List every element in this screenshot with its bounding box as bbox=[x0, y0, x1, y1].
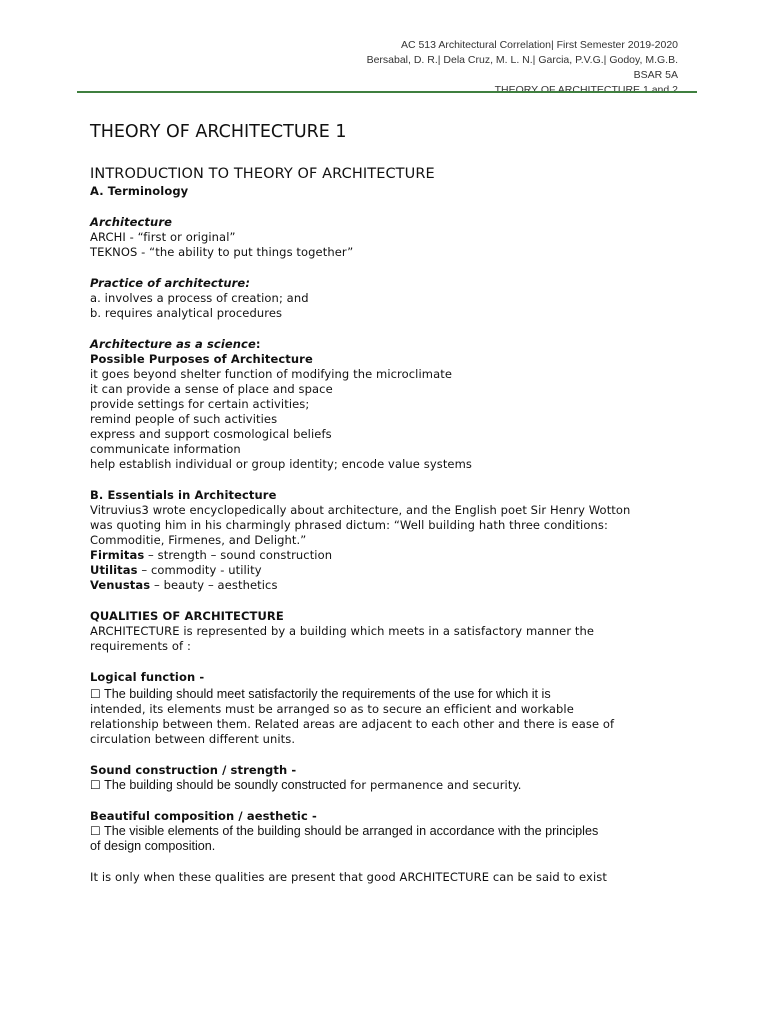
essential-term-utilitas bbox=[90, 563, 690, 578]
header-authors-line: Bersabal, D. R.| Dela Cruz, M. L. N.| Garcia, P.V.G.| Godoy, M.G.B. bbox=[366, 54, 678, 66]
practice-item: b. requires analytical procedures bbox=[90, 306, 283, 320]
term-definition: – strength – sound construction bbox=[144, 548, 333, 562]
archi-definition: ARCHI - “first or original” bbox=[90, 230, 236, 244]
purposes-heading: Possible Purposes of Architecture bbox=[90, 352, 313, 366]
beautiful-composition-first-line bbox=[90, 824, 690, 839]
science-heading-text: Architecture as a science bbox=[90, 337, 256, 351]
term-name: Utilitas bbox=[90, 563, 138, 577]
purpose-item: provide settings for certain activities; bbox=[90, 397, 310, 411]
beautiful-composition-text: The visible elements of the building should be arranged in accordance with the principles bbox=[100, 824, 599, 838]
teknos-definition: TEKNOS - “the ability to put things together” bbox=[90, 245, 354, 259]
essentials-paragraph-line: was quoting him in his charmingly phrased dictum: “Well building hath three conditions: bbox=[90, 518, 608, 532]
checkbox-icon: ☐ bbox=[90, 687, 101, 701]
purpose-item: it goes beyond shelter function of modifying the microclimate bbox=[90, 367, 452, 381]
purpose-item: it can provide a sense of place and space bbox=[90, 382, 333, 396]
logical-function-heading: Logical function - bbox=[90, 670, 205, 684]
document-title: THEORY OF ARCHITECTURE 1 bbox=[90, 122, 347, 142]
header-divider bbox=[77, 91, 697, 93]
checkbox-icon: ☐ bbox=[90, 778, 101, 792]
architecture-term-heading: Architecture bbox=[90, 215, 172, 229]
term-name: Venustas bbox=[90, 578, 151, 592]
document-body bbox=[90, 120, 690, 885]
header-section-line: BSAR 5A bbox=[633, 69, 678, 81]
essentials-heading: B. Essentials in Architecture bbox=[90, 488, 277, 502]
term-definition: – beauty – aesthetics bbox=[150, 578, 278, 592]
term-name: Firmitas bbox=[90, 548, 145, 562]
terminology-heading: A. Terminology bbox=[90, 184, 189, 198]
essentials-paragraph-line: Commoditie, Firmenes, and Delight.” bbox=[90, 533, 307, 547]
qualities-heading: QUALITIES OF ARCHITECTURE bbox=[90, 609, 284, 623]
purpose-item: help establish individual or group identity; encode value systems bbox=[90, 457, 472, 471]
beautiful-composition-line: of design composition. bbox=[90, 839, 216, 853]
checkbox-icon: ☐ bbox=[90, 824, 101, 838]
logical-function-line: intended, its elements must be arranged so as to secure an efficient and workable bbox=[90, 702, 574, 716]
page-header bbox=[78, 38, 678, 98]
logical-function-first-line bbox=[90, 687, 690, 702]
purpose-item: remind people of such activities bbox=[90, 412, 278, 426]
science-heading bbox=[90, 337, 690, 352]
essentials-paragraph-line: Vitruvius3 wrote encyclopedically about architecture, and the English poet Sir Henry Wotton bbox=[90, 503, 631, 517]
qualities-intro-line: ARCHITECTURE is represented by a building which meets in a satisfactory manner the bbox=[90, 624, 595, 638]
term-definition: – commodity - utility bbox=[137, 563, 262, 577]
sound-construction-heading: Sound construction / strength - bbox=[90, 763, 297, 777]
practice-heading: Practice of architecture: bbox=[90, 276, 251, 290]
essential-term-venustas bbox=[90, 578, 690, 593]
essential-term-firmitas bbox=[90, 548, 690, 563]
sound-construction-text-end: for permanence and security. bbox=[346, 778, 522, 792]
sound-construction-text: The building should be soundly constructed bbox=[100, 778, 347, 792]
logical-function-line: circulation between different units. bbox=[90, 732, 296, 746]
logical-function-line: relationship between them. Related areas are adjacent to each other and there is ease of bbox=[90, 717, 615, 731]
purpose-item: communicate information bbox=[90, 442, 241, 456]
header-course-line: AC 513 Architectural Correlation| First Semester 2019-2020 bbox=[400, 39, 678, 51]
sound-construction-line bbox=[90, 778, 690, 793]
intro-heading: INTRODUCTION TO THEORY OF ARCHITECTURE bbox=[90, 166, 435, 182]
purpose-item: express and support cosmological beliefs bbox=[90, 427, 332, 441]
header-topic-line: THEORY OF ARCHITECTURE 1 and 2 bbox=[494, 84, 678, 96]
practice-item: a. involves a process of creation; and bbox=[90, 291, 309, 305]
qualities-intro-line: requirements of : bbox=[90, 639, 191, 653]
logical-function-text: The building should meet satisfactorily the requirements of the use for which it is bbox=[100, 687, 551, 701]
beautiful-composition-heading: Beautiful composition / aesthetic - bbox=[90, 809, 317, 823]
science-heading-colon: : bbox=[255, 337, 261, 351]
closing-statement: It is only when these qualities are present that good ARCHITECTURE can be said to exist bbox=[90, 870, 607, 884]
